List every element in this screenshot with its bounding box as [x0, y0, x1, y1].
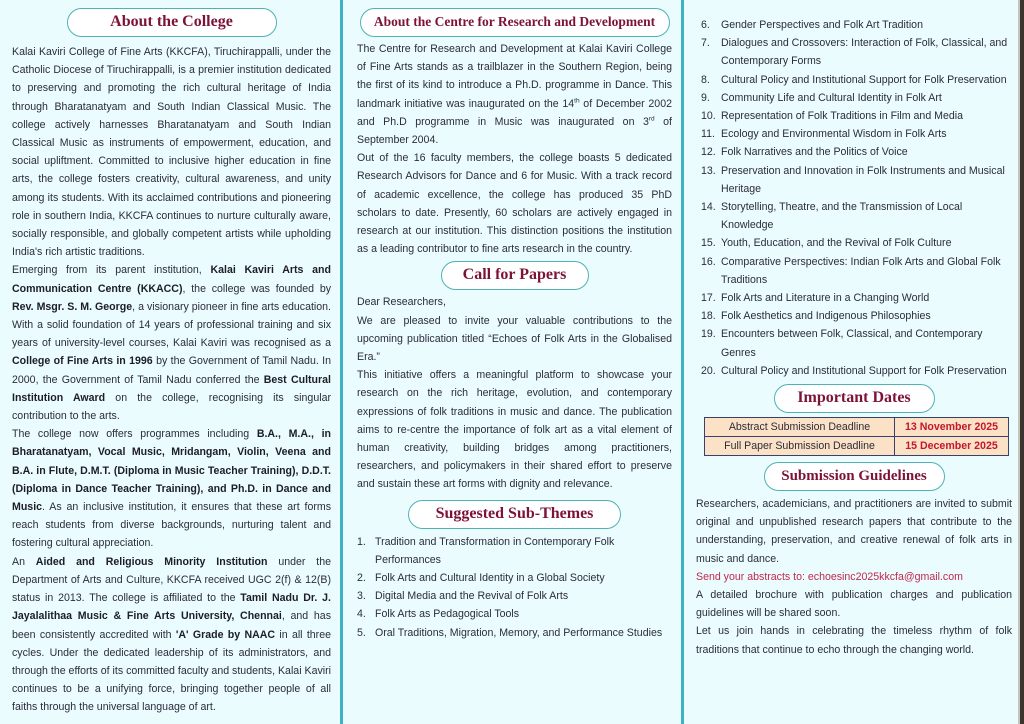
- sub-themes-heading: Suggested Sub-Themes: [408, 500, 621, 529]
- date-label: Full Paper Submission Deadline: [705, 437, 895, 456]
- sub-theme-item: 7. Dialogues and Crossovers: Interaction of Folk, Classical, and Contemporary Forms: [701, 37, 1008, 68]
- column-themes-dates-guidelines: [681, 0, 1020, 724]
- date-value: 15 December 2025: [895, 437, 1009, 456]
- page-edge: [1020, 0, 1024, 724]
- sub-theme-item: 16. Comparative Perspectives: Indian Folk Arts and Global Folk Traditions: [701, 255, 1001, 286]
- sub-theme-item: 5. Oral Traditions, Migration, Memory, and Performance Studies: [357, 626, 663, 639]
- guidelines-paragraph-2: A detailed brochure with publication charges and publication guidelines will be shared soon.: [696, 589, 1012, 620]
- sub-theme-item: 15. Youth, Education, and the Revival of Folk Culture: [701, 237, 952, 250]
- about-college-paragraph-2: Emerging from its parent institution, Kalai Kaviri Arts and Communication Centre (KKACC), the college was founded by Rev. Msgr. S. M. George, a visionary pioneer in fine arts education. With a solid foundation of 14 years of professional training and six years of university-level courses, Kalai Kaviri was recognised as a College of Fine Arts in 1996 by the Government of Tamil Nadu. In 2000, the Government of Tamil Nadu conferred the Best Cultural Institution Award on the college, recognising its singular contribution to the arts.: [12, 264, 332, 423]
- sub-theme-item: 19. Encounters between Folk, Classical, and Contemporary Genres: [701, 328, 983, 359]
- column-centre-call-themes: [340, 0, 681, 724]
- date-label: Abstract Submission Deadline: [705, 418, 895, 437]
- about-college-paragraph-4: An Aided and Religious Minority Institution under the Department of Arts and Culture, KKCFA received UGC 2(f) & 12(B) status in 2013. The college is affiliated to the Tamil Nadu Dr. J. Jayalalithaa Music & Fine Arts University, Chennai, and has been consistently accredited with 'A' Grade by NAAC in all three cycles. Under the dedicated leadership of its administrators, and through the efforts of its committed faculty and students, Kalai Kaviri continues to be a unifying force, bringing together people of all faiths through the universal language of art.: [12, 555, 331, 714]
- sub-theme-item: 14. Storytelling, Theatre, and the Transmission of Local Knowledge: [701, 201, 963, 232]
- sub-theme-item: 4. Folk Arts as Pedagogical Tools: [357, 608, 520, 621]
- date-value: 13 November 2025: [895, 418, 1009, 437]
- sub-themes-list-part-1: [357, 533, 672, 642]
- call-paragraph-2: This initiative offers a meaningful platform to showcase your research on the rich heritage, evolution, and contemporary expressions of folk traditions in music and dance. The publication aims to re-centre the importance of folk art as a vital element of human creativity, building bridges among practitioners, researchers, and policymakers in their shared effort to preserve and sustain these art forms with dignity and relevance.: [357, 369, 672, 491]
- sub-theme-item: 11. Ecology and Environmental Wisdom in Folk Arts: [701, 128, 947, 141]
- sub-theme-item: 12. Folk Narratives and the Politics of Voice: [701, 146, 908, 159]
- sub-theme-item: 20. Cultural Policy and Institutional Support for Folk Preservation: [701, 364, 1007, 377]
- about-centre-paragraph-1: The Centre for Research and Development at Kalai Kaviri College of Fine Arts stands as a trailblazer in the Southern Region, being the first of its kind to introduce a Ph.D. programme in Dance. This landmark initiative was inaugurated on the 14th of December 2002 and Ph.D programme in Music was inaugurated on 3rd of September 2004.: [357, 43, 673, 147]
- call-for-papers-heading: Call for Papers: [441, 261, 589, 290]
- sub-theme-item: 18. Folk Aesthetics and Indigenous Philosophies: [701, 310, 931, 323]
- date-row: [705, 418, 1009, 437]
- about-college-paragraph-1: Kalai Kaviri College of Fine Arts (KKCFA), Tiruchirappalli, under the Catholic Diocese of Tiruchirappalli, is a premier institution dedicated to preserving and promoting the rich cultural heritage of India through Bharatanatyam and South Indian Classical Music. The college actively harnesses Bharatanatyam and South Indian Classical Music as instruments of empowerment, education, and social upliftment. Committed to inclusive higher education in fine arts, the college fosters creativity, cultural awareness, and unity among its students. With its acclaimed contributions and pioneering role in southern India, KKCFA continues to nurture culturally aware, socially responsible, and globally competent artists while upholding India's rich artistic traditions.: [12, 46, 331, 259]
- guidelines-paragraph-1: Researchers, academicians, and practitioners are invited to submit original and unpublished research papers that contribute to the understanding, preservation, and creative renewal of folk arts in music and dance.: [696, 498, 1012, 565]
- date-row: [705, 437, 1009, 456]
- sub-theme-item: 6. Gender Perspectives and Folk Art Tradition: [701, 19, 923, 31]
- sub-theme-item: 2. Folk Arts and Cultural Identity in a Global Society: [357, 572, 605, 585]
- sub-theme-item: 13. Preservation and Innovation in Folk Instruments and Musical Heritage: [701, 164, 1005, 195]
- sub-theme-item: 9. Community Life and Cultural Identity in Folk Art: [701, 91, 942, 104]
- column-about-college: [0, 0, 340, 724]
- sub-theme-item: 17. Folk Arts and Literature in a Changing World: [701, 292, 930, 305]
- sub-theme-item: 1. Tradition and Transformation in Contemporary Folk Performances: [357, 535, 615, 566]
- call-paragraph-1: We are pleased to invite your valuable contributions to the upcoming publication titled “Echoes of Folk Arts in the Globalised Era.”: [357, 314, 672, 364]
- sub-theme-item: 10. Representation of Folk Traditions in Film and Media: [701, 110, 964, 123]
- about-centre-heading: About the Centre for Research and Development: [360, 8, 670, 37]
- sub-themes-list-part-2: [696, 16, 1012, 380]
- about-college-paragraph-3: The college now offers programmes including B.A., M.A., in Bharatanatyam, Vocal Music, Mridangam, Violin, Veena and B.A. in Flute, D.M.T. (Diploma in Music Teacher Training), D.D.T. (Diploma in Dance Teacher Training), and Ph.D. in Dance and Music. As an inclusive institution, it ensures that these art forms reach students from diverse backgrounds, nurturing talent and fostering cultural appreciation.: [12, 428, 331, 550]
- sub-theme-item: 3. Digital Media and the Revival of Folk Arts: [357, 590, 569, 603]
- salutation: Dear Researchers,: [357, 296, 446, 309]
- email-line: Send your abstracts to: echoesinc2025kkcfa@gmail.com: [696, 570, 963, 583]
- sub-theme-item: 8. Cultural Policy and Institutional Support for Folk Preservation: [701, 73, 1007, 86]
- important-dates-table: [704, 417, 1009, 456]
- email-link[interactable]: echoesinc2025kkcfa@gmail.com: [807, 570, 963, 583]
- submission-guidelines-heading: Submission Guidelines: [764, 462, 945, 491]
- important-dates-heading: Important Dates: [774, 384, 935, 413]
- guidelines-paragraph-3: Let us join hands in celebrating the timeless rhythm of folk traditions that continue to echo through the changing world.: [696, 625, 1012, 656]
- about-college-heading: About the College: [67, 8, 277, 37]
- about-centre-paragraph-2: Out of the 16 faculty members, the college boasts 5 dedicated Research Advisors for Dance and 6 for Music. With a track record of academic excellence, the college has produced 35 PhD scholars to date. Presently, 60 scholars are actively engaged in research at our institution. This distinction positions the institution as a leading contributor to fine arts research in the country.: [357, 152, 672, 256]
